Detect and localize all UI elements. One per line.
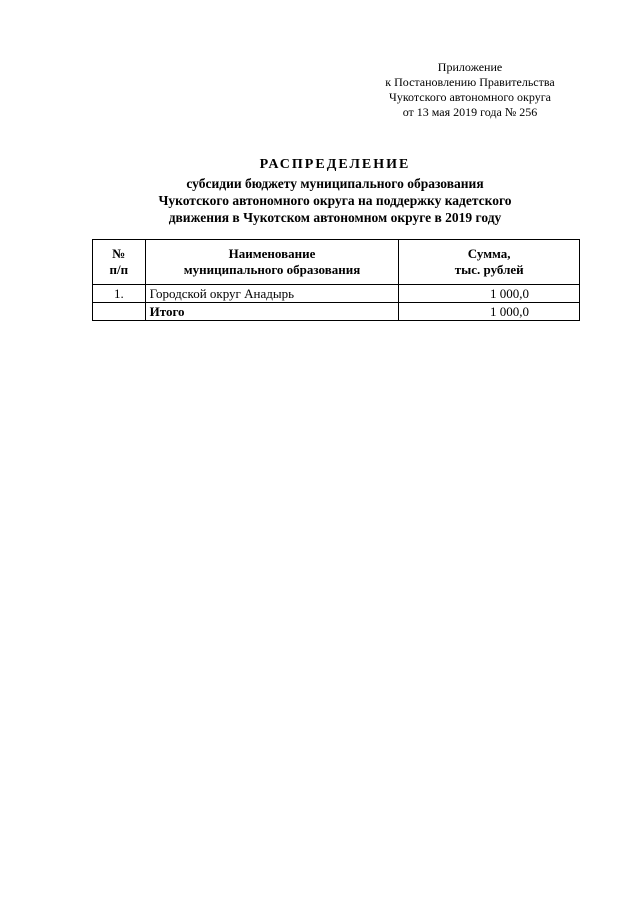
header-sum-line: Сумма, — [467, 246, 511, 261]
heading-line: движения в Чукотском автономном округе в 2019 году — [168, 210, 502, 225]
table-header-row — [93, 240, 580, 285]
table-total-row — [93, 303, 580, 321]
total-label: Итого — [145, 303, 399, 321]
header-sum-line: тыс. рублей — [454, 262, 524, 277]
row-sum: 1 000,0 — [399, 285, 580, 303]
row-name: Городской округ Анадырь — [145, 285, 399, 303]
appendix-line: к Постановлению Правительства — [385, 75, 555, 89]
appendix-line: от 13 мая 2019 года № 256 — [402, 105, 538, 119]
header-number-line: п/п — [109, 262, 129, 277]
header-name — [145, 240, 399, 285]
appendix-line: Приложение — [437, 60, 503, 74]
header-name-line: Наименование — [228, 246, 316, 261]
total-number-cell — [93, 303, 146, 321]
heading-line: субсидии бюджету муниципального образования — [186, 176, 484, 191]
header-sum — [399, 240, 580, 285]
distribution-table — [92, 239, 580, 321]
header-number — [93, 240, 146, 285]
header-number-line: № — [112, 246, 126, 261]
appendix-block — [360, 60, 580, 120]
header-name-line: муниципального образования — [183, 262, 361, 277]
document-title: РАСПРЕДЕЛЕНИЕ — [259, 157, 411, 172]
appendix-line: Чукотского автономного округа — [389, 90, 551, 104]
table-row — [93, 285, 580, 303]
document-heading — [90, 156, 580, 226]
total-sum: 1 000,0 — [399, 303, 580, 321]
heading-line: Чукотского автономного округа на поддержку кадетского — [158, 193, 512, 208]
row-number: 1. — [93, 285, 146, 303]
